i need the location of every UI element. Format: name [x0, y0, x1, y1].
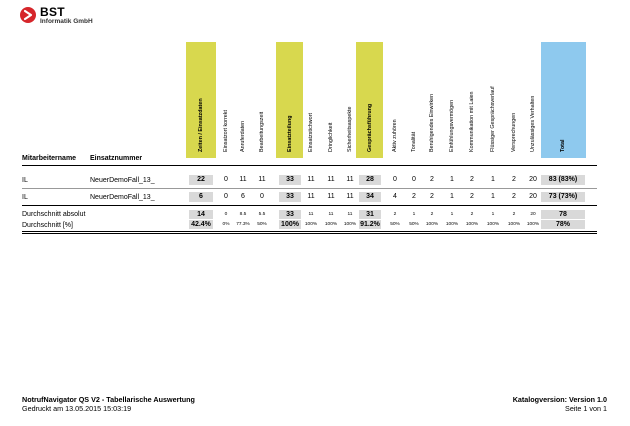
chevron-right-icon [20, 7, 36, 23]
avg-pct-cell: 50% [409, 222, 419, 227]
avg-abs-label: Durchschnitt absolut [22, 211, 86, 218]
avg-pct-cell: 50% [390, 222, 400, 227]
row-2-cell: 6 [241, 193, 245, 200]
avg-abs-cell: 11 [347, 212, 353, 217]
row-1-cell: 11 [327, 176, 335, 183]
avg-pct-cell: 42.4% [189, 220, 213, 229]
row-2-cell: 1 [491, 193, 495, 200]
avg-abs-cell: 1 [412, 212, 416, 217]
avg-abs-cell: 11 [308, 212, 314, 217]
logo-mark-icon [20, 7, 36, 23]
avg-abs-cell: 1 [491, 212, 495, 217]
column-label-text: Einsatzteilung [287, 115, 293, 152]
row-2-cell: 2 [470, 193, 474, 200]
row-2-cell: 2 [412, 193, 416, 200]
avg-pct-cell: 100% [486, 222, 500, 227]
column-label-text: Bearbeitungszeit [259, 111, 265, 152]
avg-pct-cell: 100% [445, 222, 459, 227]
column-label-text: Flüssiger Gesprächsverlauf [490, 86, 496, 152]
footer-title: NotrufNavigator QS V2 - Tabellarische Auswertung [22, 395, 195, 404]
column-label-text: Einfühlungsvermögen [449, 99, 455, 152]
avg-pct-cell: 77.3% [236, 222, 250, 227]
header-rule [22, 165, 597, 166]
row-2-cell: 20 [529, 193, 537, 200]
row-1-cell: 0 [412, 176, 416, 183]
avg-pct-cell: 100% [526, 222, 540, 227]
row-2-cell: 11 [327, 193, 335, 200]
avg-pct-cell: 50% [257, 222, 267, 227]
row-1-cell: 2 [430, 176, 434, 183]
avg-pct-cell: 100% [343, 222, 357, 227]
column-label-text: Anruferdaten [240, 120, 246, 152]
avg-abs-cell: 2 [393, 212, 397, 217]
row-1-cell: 0 [393, 176, 397, 183]
row-1-cell: 11 [307, 176, 315, 183]
avg-abs-cell: 31 [359, 210, 381, 219]
logo-name: BST [40, 5, 65, 19]
summary-rule-2 [22, 233, 597, 234]
summary-rule-1 [22, 231, 597, 232]
column-label-text: Zeiten / Einsatzdaten [198, 98, 204, 152]
column-label-text: Gesprächsführung [367, 103, 373, 152]
avg-abs-cell: 11 [328, 212, 334, 217]
avg-abs-cell: 5.5 [258, 212, 266, 217]
row-2-cell: 2 [512, 193, 516, 200]
avg-pct-cell: 91.2% [360, 221, 380, 228]
column-label-text: Beruhigendes Einwirken [429, 93, 435, 152]
column-label-text: Einsatzort korrekt [223, 110, 229, 152]
row-divider [22, 188, 597, 189]
footer-page: Seite 1 von 1 [565, 404, 607, 413]
column-label-text: Total [560, 139, 566, 152]
avg-abs-cell: 14 [189, 210, 213, 219]
column-label-text: Unzulässiges Verhalten [530, 95, 536, 152]
row-2-einsatz: NeuerDemoFall_13_ [90, 194, 155, 201]
avg-abs-cell: 33 [279, 210, 301, 219]
row-1-cell: 28 [359, 175, 381, 185]
column-label-text: Einsatzstichwort [308, 113, 314, 152]
row-1-cell: 83 (83%) [541, 175, 585, 185]
column-label-text: Dringlichkeit [328, 122, 334, 152]
avg-abs-cell: 1 [450, 212, 454, 217]
avg-pct-cell: 100% [465, 222, 479, 227]
row-2-cell: 11 [346, 193, 354, 200]
column-label-text: Sicherheitsaspekte [347, 106, 353, 152]
row-1-cell: 1 [450, 176, 454, 183]
row-1-einsatz: NeuerDemoFall_13_ [90, 177, 155, 184]
row-1-cell: 33 [279, 175, 301, 185]
avg-pct-cell: 100% [324, 222, 338, 227]
avg-abs-cell: 0 [224, 212, 228, 217]
column-header-mitarbeiter: Mitarbeitername [22, 155, 77, 162]
row-2-cell: 33 [279, 192, 301, 202]
column-header-einsatznummer: Einsatznummer [90, 155, 143, 162]
logo-subtitle: Informatik GmbH [40, 18, 93, 25]
row-2-cell: 1 [450, 193, 454, 200]
footer-catalog: Katalogversion: Version 1.0 [512, 395, 607, 404]
row-1-cell: 11 [346, 176, 354, 183]
row-2-cell: 73 (73%) [541, 192, 585, 202]
avg-abs-cell: 20 [530, 212, 536, 217]
row-2-cell: 6 [189, 192, 213, 202]
avg-abs-cell: 2 [512, 212, 516, 217]
row-2-cell: 0 [260, 193, 264, 200]
row-2-cell: 34 [359, 192, 381, 202]
column-label-text: Aktiv zuhören [392, 119, 398, 152]
row-1-name: IL [22, 177, 28, 184]
avg-abs-cell: 78 [541, 210, 585, 219]
body-rule [22, 205, 597, 206]
avg-pct-cell: 100% [304, 222, 318, 227]
avg-pct-cell: 0% [222, 222, 230, 227]
row-1-cell: 22 [189, 175, 213, 185]
row-2-cell: 2 [430, 193, 434, 200]
row-2-cell: 4 [393, 193, 397, 200]
avg-abs-cell: 8.5 [239, 212, 247, 217]
avg-pct-cell: 100% [279, 220, 301, 229]
row-1-cell: 20 [529, 176, 537, 183]
row-2-cell: 0 [224, 193, 228, 200]
row-1-cell: 11 [239, 176, 247, 183]
avg-pct-cell: 78% [541, 220, 585, 229]
avg-pct-cell: 100% [425, 222, 439, 227]
row-2-name: IL [22, 194, 28, 201]
row-1-cell: 0 [224, 176, 228, 183]
column-label-text: Kommunikation mit Laien [469, 91, 475, 152]
column-label-text: Tonalität [411, 131, 417, 152]
avg-abs-cell: 2 [470, 212, 474, 217]
row-1-cell: 1 [491, 176, 495, 183]
column-label-text: Versprechungen [511, 112, 517, 152]
row-1-cell: 2 [512, 176, 516, 183]
row-1-cell: 11 [258, 176, 266, 183]
row-1-cell: 2 [470, 176, 474, 183]
avg-abs-cell: 2 [430, 212, 434, 217]
avg-pct-label: Durchschnitt [%] [22, 222, 73, 229]
avg-pct-cell: 100% [507, 222, 521, 227]
footer-printed: Gedruckt am 13.05.2015 15:03:19 [22, 404, 132, 413]
row-2-cell: 11 [307, 193, 315, 200]
